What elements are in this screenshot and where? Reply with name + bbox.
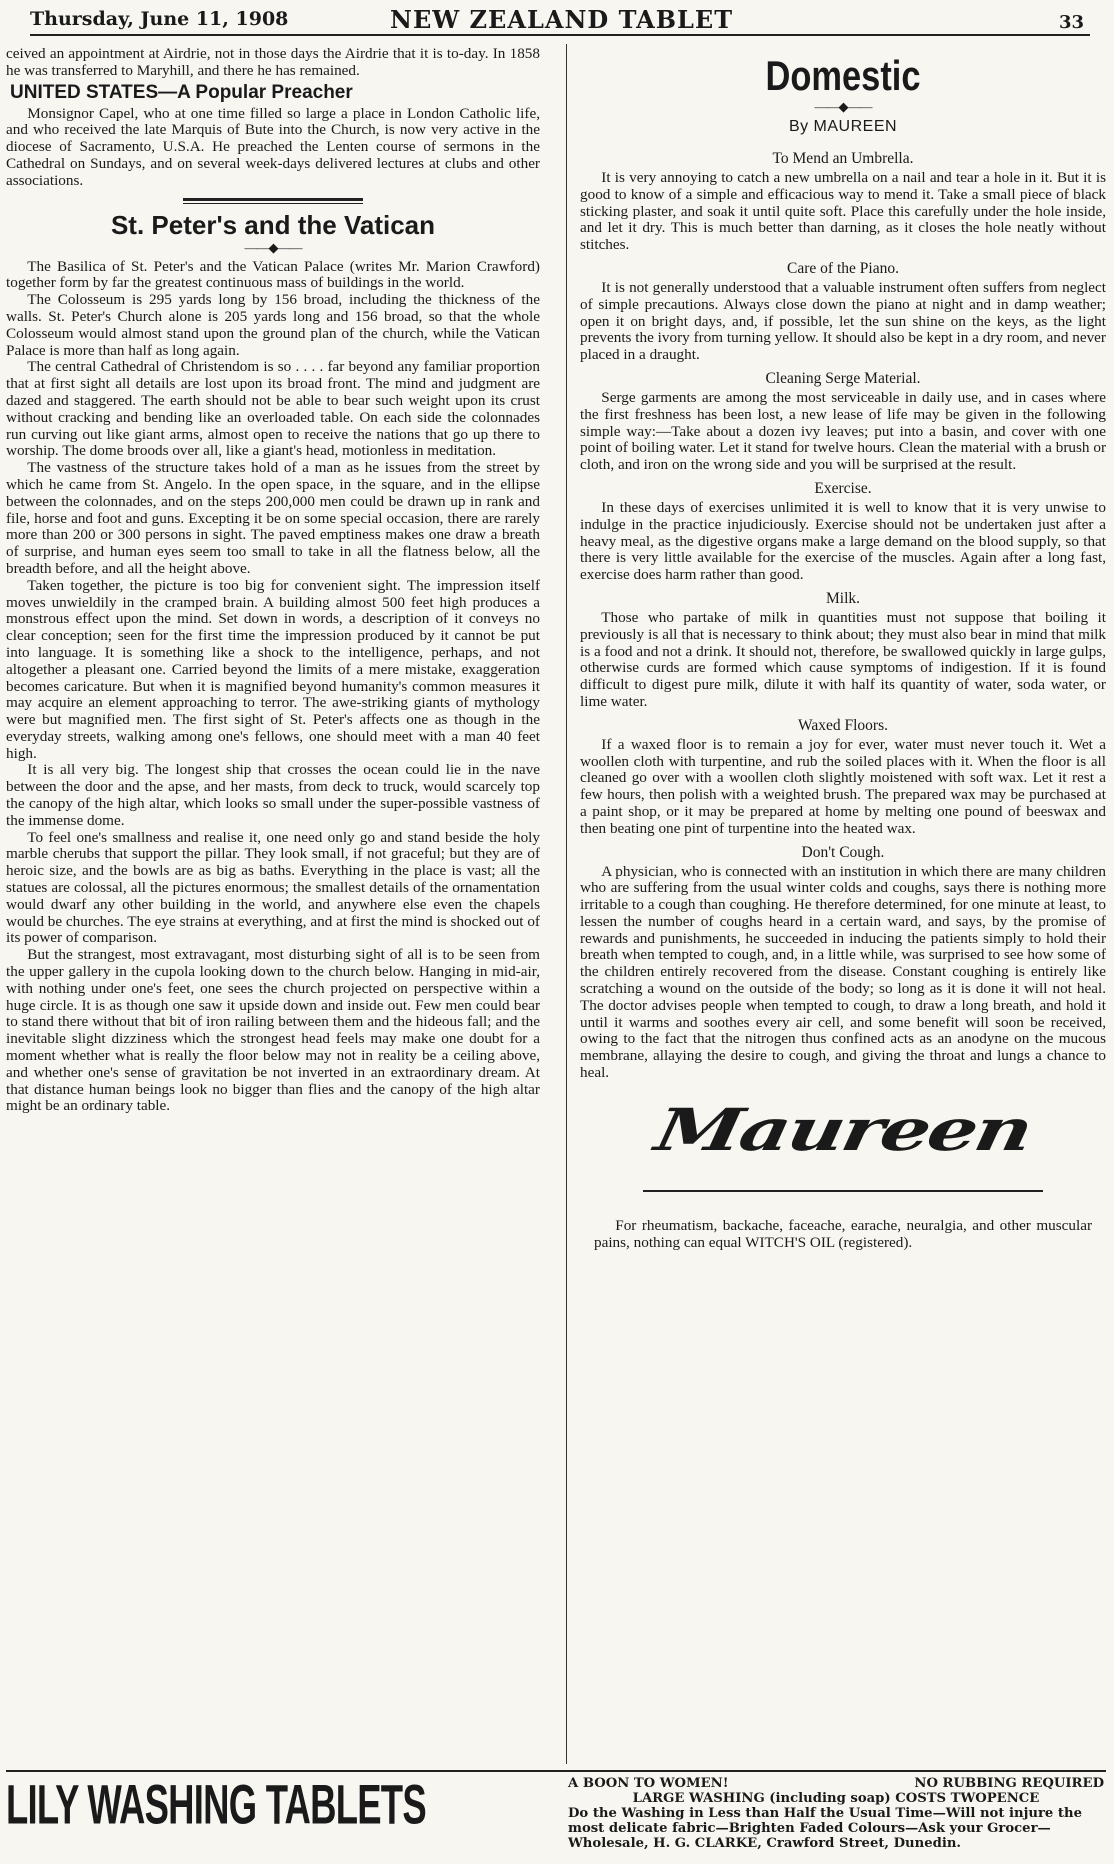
tip-text: It is not generally understood that a valuable instrument often suffers from neglect of simple precautions. Always close down the piano at night and in damp weather; open it on bright days, and, if possible, let the sun shine on the keys, as the light prevents the ivory from turning yellow. It should also be kept in a dry room, and never placed in a draught. [580, 278, 1106, 364]
tip-text: It is very annoying to catch a new umbrella on a nail and tear a hole in it. But it is good to know of a simple and efficacious way to mend it. Take a small piece of black sticking plaster, and soak it until quite soft. Place this carefully under the hole inside, and let it dry. This is much better than darning, as it closes the hole neatly without stitches. [580, 169, 1106, 254]
column-divider [566, 44, 567, 1764]
advert-body: Do the Washing in Less than Half the Usual Time—Will not injure the most delicate fabric—Brighten Faded Colours—Ask your Grocer—Wholesale, H. G. CLARKE, Crawford Street, Dunedin. [568, 1806, 1082, 1851]
article-paragraph: The Basilica of St. Peter's and the Vatican Palace (writes Mr. Marion Crawford) together form by far the greatest continuous mass of buildings in the world. [6, 257, 540, 292]
tip-heading: Care of the Piano. [787, 259, 899, 277]
article-paragraph: The vastness of the structure takes hold of a man as he issues from the street by which he came from St. Angelo. In the open space, in the square, and in the ellipse between the colonnades, and on the steps 200,000 men could be drawn up in rank and file, horse and foot and guns. Excepting it be on some special occasion, there are rarely more than 200 or 300 persons in sight. The paved emptiness makes one draw a breath of surprise, and human eyes seem too small to take in all the flatness below, all the breadth before, and all the height above. [6, 459, 540, 577]
article-paragraph: But the strangest, most extravagant, most disturbing sight of all is to be seen from the upper gallery in the cupola looking down to the church below. Hanging in mid-air, with nothing under one's feet, one sees the church projected on perspective within a huge circle. It is as though one saw it upside down and inside out. Few men could bear to stand there without that bit of iron railing between them and the hideous fall; and the inevitable slight dizziness which the strongest head feels may make one doubt for a moment whether what is really the floor below may not in reality be a ceiling above, and whether one's sense of gravitation be not inverted in an extraordinary dream. At that distance human beings look no bigger than flies and the canopy of the high altar might be an ordinary table. [6, 946, 540, 1115]
tip-heading: Don't Cough. [801, 843, 885, 861]
advert-price: LARGE WASHING (including soap) COSTS TWOPENCE [632, 1791, 1040, 1806]
section-paragraph: Monsignor Capel, who at one time filled so large a place in London Catholic life, and who received the late Marquis of Bute into the Church, is now very active in the diocese of Sacramento, U.S.A. He preached the Lenten course of sermons in the Cathedral on Sundays, and on several week-days delivered lectures at clubs and other associations. [6, 104, 540, 189]
domestic-title: Domestic [765, 52, 921, 99]
article-title: St. Peter's and the Vatican [110, 209, 436, 240]
page-number: 33 [1058, 12, 1084, 33]
domestic-ornament: ——◆—— [814, 99, 872, 114]
tip-text: A physician, who is connected with an institution in which there are many children who are suffering from the usual winter colds and coughs, says there is nothing more irritable to a cough than coughing. He therefore determined, for one minute at least, to lessen the number of coughs heard in a certain ward, and says, by the promise of rewards and punishments, he succeeded in inducing the patients simply to hold their breath when tempted to cough, and, in a little while, was surprised to see how some of the children entirely recovered from the disease. Constant coughing is entirely like scratching a wound on the outside of the body; so long as it is done it will not heal. The doctor advises people when tempted to cough, to draw a long breath, and hold it until it warms and soothes every air cell, and some benefit will soon be received, owing to the fact that the nitrogen thus confined acts as an anodyne on the mucous membrane, allaying the desire to cough, and giving the throat and lungs a chance to heal. [580, 862, 1106, 1082]
tip-heading: To Mend an Umbrella. [772, 150, 914, 167]
article-body [6, 259, 540, 1116]
advert-tagline: A BOON TO WOMEN! [568, 1776, 729, 1791]
advert-details [568, 1776, 1104, 1851]
section-heading: UNITED STATES—A Popular Preacher [10, 81, 353, 103]
masthead: NEW ZEALAND TABLET [390, 5, 734, 34]
issue-date: Thursday, June 11, 1908 [30, 8, 289, 30]
tip-heading: Milk. [825, 589, 861, 607]
lily-washing-tablets-advert [6, 1770, 1106, 1862]
byline: By MAUREEN [788, 118, 898, 135]
author-signature: Maureen [649, 1095, 1037, 1164]
right-column [580, 46, 1106, 1686]
article-paragraph: Taken together, the picture is too big for convenient sight. The impression itself moves unwieldily in the cramped brain. A building almost 500 feet high produces a monstrous effect upon the mind. Set down in words, a description of it conveys no clear conception; seen for the first time the impression produced by it cannot be put into language. It is something like a shock to the intelligence, perhaps, and not altogether a pleasant one. Carried beyond the limits of a mere mistake, exaggeration becomes caricature. But when it is magnified beyond humanity's common measures it may acquire an element approaching to terror. The awe-striking giants of mythology were but magnified men. The first sight of St. Peter's affects one as though in the everyday streets, walking among one's fellows, one should meet with a man 40 feet high. [6, 576, 540, 762]
advert-claim: NO RUBBING REQUIRED [914, 1776, 1104, 1791]
article-paragraph: The Colosseum is 295 yards long by 156 broad, including the thickness of the walls. St. Peter's Church alone is 205 yards long and 156 broad, so that the whole Colosseum would almost stand upon the ground plan of the church, while the Vatican Palace is more than half as long again. [6, 291, 540, 359]
title-ornament: ——◆—— [244, 239, 302, 255]
tip-text: Serge garments are among the most serviceable in daily use, and in cases where the first freshness has been lost, a new lease of life may be given in the following simple way:—Take about a dozen ivy leaves; put into a basin, and cover with one point of boiling water. Let it stand for twelve hours. Clean the material with a brush or cloth, and iron on the wrong side and you will be surprised at the result. [580, 388, 1106, 474]
left-column [6, 46, 540, 1762]
tip-heading: Cleaning Serge Material. [765, 369, 921, 387]
tip-text: If a waxed floor is to remain a joy for ever, water must never touch it. Wet a woollen cloth with turpentine, and rub the soiled places with it. When the floor is all cleaned go over with a woollen cloth slightly moistened with soft wax. Let it rest a few hours, then polish with a weighted brush. The prepared wax may be purchased at a paint shop, or it may be prepared at home by melting one pound of beeswax and then beating one pint of turpentine into the heated wax. [580, 735, 1106, 837]
tip-heading: Exercise. [814, 479, 872, 497]
advert-headline: LILY WASHING TABLETS [6, 1775, 426, 1837]
tip-text: Those who partake of milk in quantities must not suppose that boiling it previously is all that is necessary to think about; they must also bear in mind that milk is a food and not a drink. It should not, therefore, be swallowed quickly in large gulps, otherwise curds are formed which cause symptoms of indigestion. If it is found difficult to digest pure milk, dilute it with half its quantity of water, soda water, or lime water. [580, 608, 1106, 710]
article-paragraph: To feel one's smallness and realise it, one need only go and stand beside the holy marble cherubs that support the pillar. They look small, if not graceful; but they are of heroic size, and the bowls are as big as baths. Everything in the place is vast; all the statues are colossal, all the pictures enormous; the smallest details of the ornamentation would dwarf any other building in the world, and anywhere else even the chapels would be churches. The eye strains at everything, and at first the mind is shocked out of its power of comparison. [6, 828, 540, 947]
article-paragraph: It is all very big. The longest ship that crosses the ocean could lie in the nave between the door and the apse, and her masts, from deck to truck, would scarcely top the canopy of the high altar, which looks so small under the super-possible vastness of the immense dome. [6, 761, 540, 829]
signature-divider [643, 1190, 1043, 1192]
tip-text: In these days of exercises unlimited it is well to know that it is very unwise to indulge in the practice injudiciously. Exercise should not be undertaken just after a heavy meal, as the digestive organs make a large demand on the blood supply, so that there is very little available for the exercise of the muscles. Again after a long fast, exercise does harm rather than good. [580, 498, 1106, 584]
intro-paragraph: ceived an appointment at Airdrie, not in those days the Airdrie that it is to-day. In 1858 he was transferred to Maryhill, and there he has remained. [6, 46, 540, 79]
section-divider [183, 198, 363, 204]
tip-heading: Waxed Floors. [797, 716, 889, 734]
article-paragraph: The central Cathedral of Christendom is so . . . . far beyond any familiar proportion that at first sight all details are lost upon its broad front. The mind and judgment are dazed and staggered. The earth should not be able to bear such weight upon its crust without cracking and bending like an overloaded table. On each side the colonnades run curving out like giant arms, almost open to receive the nations that go up there to worship. The dome broods over all, like a giant's head, motionless in meditation. [6, 358, 540, 460]
page-header [30, 5, 1090, 36]
witchs-oil-advert: For rheumatism, backache, faceache, earache, neuralgia, and other muscular pains, nothing can equal WITCH'S OIL (registered). [594, 1216, 1092, 1251]
